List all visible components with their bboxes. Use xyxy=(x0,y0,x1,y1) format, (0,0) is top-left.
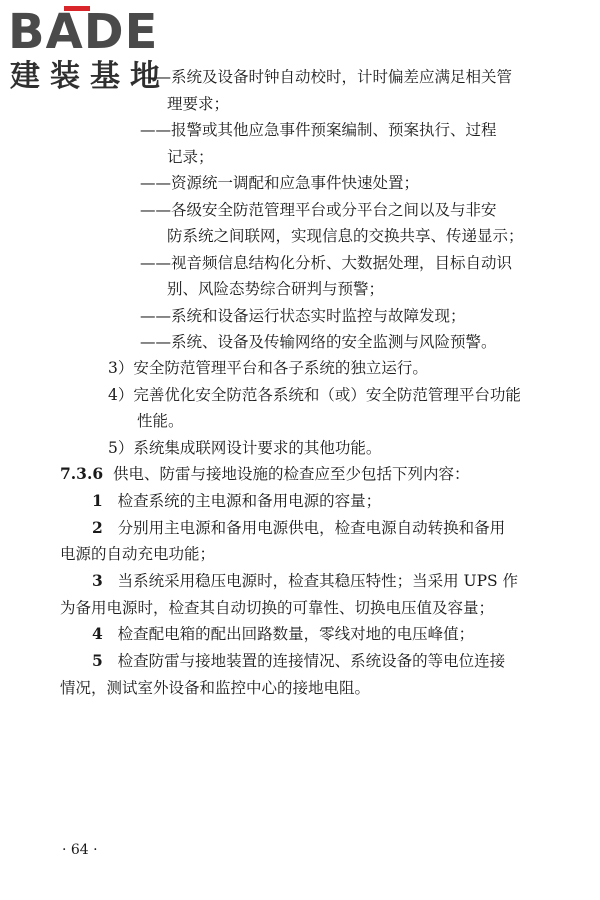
numbered-subitem: 5）系统集成联网设计要求的其他功能。 xyxy=(108,439,382,457)
item-number: 4 xyxy=(92,624,103,643)
clause-item-3-cont: 为备用电源时，检查其自动切换的可靠性、切换电压值及容量； xyxy=(60,599,495,617)
clause-item-5-cont: 情况，测试室外设备和监控中心的接地电阻。 xyxy=(60,679,371,697)
clause-item-2-cont: 电源的自动充电功能； xyxy=(60,545,216,563)
list-item-dash: ——系统、设备及传输网络的安全监测与风险预警。 xyxy=(140,333,497,351)
list-item-cont: 理要求； xyxy=(167,95,230,113)
list-item-dash: ——各级安全防范管理平台或分平台之间以及与非安 xyxy=(140,201,497,219)
item-number: 2 xyxy=(92,518,103,537)
numbered-subitem-cont: 性能。 xyxy=(137,412,184,430)
list-item-dash: ——视音频信息结构化分析、大数据处理，目标自动识 xyxy=(140,254,513,272)
item-text: 检查系统的主电源和备用电源的容量； xyxy=(117,492,382,510)
page-number: · 64 · xyxy=(62,842,98,858)
clause-item-3 xyxy=(92,570,518,592)
item-number: 5 xyxy=(92,651,103,670)
list-item-dash: ——系统和设备运行状态实时监控与故障发现； xyxy=(140,307,466,325)
list-item-dash: ——资源统一调配和应急事件快速处置； xyxy=(140,174,420,192)
item-number: 3 xyxy=(92,571,103,590)
list-item-cont: 别、风险态势综合研判与预警； xyxy=(167,280,385,298)
clause-heading xyxy=(60,463,470,485)
item-text: 当系统采用稳压电源时，检查其稳压特性；当采用 UPS 作 xyxy=(117,572,519,590)
list-item-dash: ——系统及设备时钟自动校时，计时偏差应满足相关管 xyxy=(140,68,513,86)
clause-item-2 xyxy=(92,517,505,539)
numbered-subitem: 3）安全防范管理平台和各子系统的独立运行。 xyxy=(108,359,428,377)
clause-item-1 xyxy=(92,490,381,512)
clause-title: 供电、防雷与接地设施的检查应至少包括下列内容： xyxy=(113,465,470,483)
item-text: 分别用主电源和备用电源供电，检查电源自动转换和备用 xyxy=(117,519,506,537)
logo-wordmark: BADE xyxy=(8,4,159,60)
list-item-cont: 防系统之间联网，实现信息的交换共享、传递显示； xyxy=(167,227,524,245)
clause-item-4 xyxy=(92,623,474,645)
list-item-dash: ——报警或其他应急事件预案编制、预案执行、过程 xyxy=(140,121,497,139)
numbered-subitem: 4）完善优化安全防范各系统和（或）安全防范管理平台功能 xyxy=(108,386,521,404)
clause-number: 7.3.6 xyxy=(60,464,104,483)
item-number: 1 xyxy=(92,491,103,510)
clause-item-5 xyxy=(92,650,505,672)
item-text: 检查防雷与接地装置的连接情况、系统设备的等电位连接 xyxy=(117,652,506,670)
list-item-cont: 记录； xyxy=(167,148,214,166)
item-text: 检查配电箱的配出回路数量，零线对地的电压峰值； xyxy=(117,625,475,643)
logo-subtitle: 建装基地 xyxy=(10,59,170,94)
